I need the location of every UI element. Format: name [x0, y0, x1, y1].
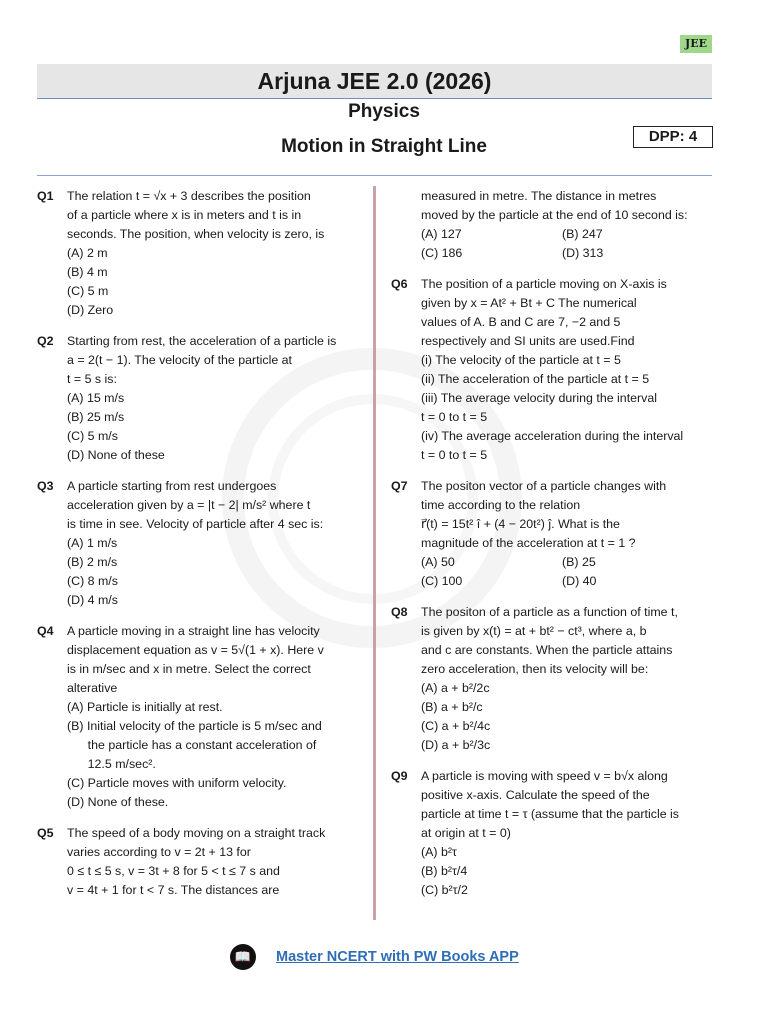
question-text: (iv) The average acceleration during the interval — [421, 429, 684, 443]
question-q2 — [37, 332, 367, 465]
question-text: seconds. The position, when velocity is zero, is — [67, 227, 325, 241]
question-text: moved by the particle at the end of 10 second is: — [421, 208, 688, 222]
question-number: Q4 — [37, 624, 54, 638]
option: (C) 100 — [421, 574, 463, 588]
option: (D) 313 — [562, 246, 604, 260]
option: (C) a + b²/4c — [421, 719, 491, 733]
question-number: Q2 — [37, 334, 54, 348]
question-text: particle at time t = τ (assume that the particle is — [421, 807, 679, 821]
option: (A) 1 m/s — [67, 536, 118, 550]
question-text: A particle starting from rest undergoes — [67, 479, 277, 493]
header-divider — [37, 175, 712, 176]
question-q6 — [391, 275, 713, 465]
option: (D) a + b²/3c — [421, 738, 491, 752]
option: (A) 2 m — [67, 246, 108, 260]
option: (D) None of these — [67, 448, 165, 462]
question-text: is given by x(t) = at + bt² − ct³, where a, b — [421, 624, 647, 638]
question-text: is time in see. Velocity of particle after 4 sec is: — [67, 517, 324, 531]
question-number: Q7 — [391, 479, 408, 493]
option: (B) 2 m/s — [67, 555, 118, 569]
question-text: values of A. B and C are 7, −2 and 5 — [421, 315, 621, 329]
question-text: v = 4t + 1 for t < 7 s. The distances are — [67, 883, 280, 897]
question-text: r⃗(t) = 15t² î + (4 − 20t²) ĵ. What is the — [421, 517, 620, 531]
chapter-heading: Motion in Straight Line — [281, 136, 487, 157]
question-text: is in m/sec and x in metre. Select the correct — [67, 662, 311, 676]
subject-heading: Physics — [348, 101, 420, 122]
question-text: acceleration given by a = |t − 2| m/s² where t — [67, 498, 311, 512]
dpp-box: DPP: 4 — [633, 126, 713, 148]
question-text: (i) The velocity of the particle at t = 5 — [421, 353, 621, 367]
question-text: varies according to v = 2t + 13 for — [67, 845, 251, 859]
question-text: respectively and SI units are used.Find — [421, 334, 635, 348]
left-column — [37, 187, 367, 912]
option: (C) 5 m — [67, 284, 109, 298]
question-number: Q1 — [37, 189, 54, 203]
question-q7 — [391, 477, 713, 591]
question-text: 0 ≤ t ≤ 5 s, v = 3t + 8 for 5 < t ≤ 7 s and — [67, 864, 280, 878]
right-column — [391, 187, 713, 912]
question-text: alterative — [67, 681, 118, 695]
question-text: t = 5 s is: — [67, 372, 117, 386]
option: (A) 50 — [421, 555, 455, 569]
question-text: A particle moving in a straight line has velocity — [67, 624, 320, 638]
option: (C) b²τ/2 — [421, 883, 468, 897]
question-text: (ii) The acceleration of the particle at t = 5 — [421, 372, 650, 386]
option-row — [421, 244, 713, 263]
question-text: The relation t = √x + 3 describes the position — [67, 189, 311, 203]
option: (B) b²τ/4 — [421, 864, 468, 878]
question-text: t = 0 to t = 5 — [421, 410, 488, 424]
option: (D) Zero — [67, 303, 114, 317]
option: (A) 15 m/s — [67, 391, 125, 405]
question-q1 — [37, 187, 367, 320]
option: (A) Particle is initially at rest. — [67, 700, 223, 714]
question-q5 — [37, 824, 367, 900]
question-q3 — [37, 477, 367, 610]
question-text: magnitude of the acceleration at t = 1 ? — [421, 536, 636, 550]
pw-books-app-link[interactable]: Master NCERT with PW Books APP — [276, 949, 519, 965]
question-q8 — [391, 603, 713, 755]
option: (D) 4 m/s — [67, 593, 118, 607]
option: (A) b²τ — [421, 845, 457, 859]
question-number: Q9 — [391, 769, 408, 783]
footer — [230, 944, 519, 970]
question-number: Q8 — [391, 605, 408, 619]
question-text: The positon vector of a particle changes with — [421, 479, 667, 493]
question-text: A particle is moving with speed v = b√x along — [421, 769, 668, 783]
question-number: Q5 — [37, 826, 54, 840]
question-q5-continued — [391, 187, 713, 263]
question-text: of a particle where x is in meters and t is in — [67, 208, 302, 222]
option: (B) 247 — [562, 227, 603, 241]
question-q9 — [391, 767, 713, 900]
option: (C) 186 — [421, 246, 463, 260]
option: (B) 25 m/s — [67, 410, 125, 424]
option: the particle has a constant acceleration of — [67, 738, 317, 752]
question-text: positive x-axis. Calculate the speed of the — [421, 788, 650, 802]
option: (C) Particle moves with uniform velocity. — [67, 776, 287, 790]
option: (D) 40 — [562, 574, 597, 588]
question-text: t = 0 to t = 5 — [421, 448, 488, 462]
question-number: Q3 — [37, 479, 54, 493]
option-row — [421, 225, 713, 244]
question-text: Starting from rest, the acceleration of a particle is — [67, 334, 337, 348]
question-text: The speed of a body moving on a straight track — [67, 826, 326, 840]
page-title: Arjuna JEE 2.0 (2026) — [37, 64, 712, 99]
option-row — [421, 572, 713, 591]
jee-badge: JEE — [680, 35, 712, 53]
option: (B) 4 m — [67, 265, 108, 279]
option: (B) a + b²/c — [421, 700, 483, 714]
option: (A) a + b²/2c — [421, 681, 490, 695]
question-number: Q6 — [391, 277, 408, 291]
question-q4 — [37, 622, 367, 812]
option: 12.5 m/sec². — [67, 757, 156, 771]
question-text: (iii) The average velocity during the interval — [421, 391, 657, 405]
question-text: a = 2(t − 1). The velocity of the particle at — [67, 353, 292, 367]
option: (B) 25 — [562, 555, 596, 569]
question-text: The position of a particle moving on X-axis is — [421, 277, 667, 291]
question-text: at origin at t = 0) — [421, 826, 511, 840]
option: (C) 5 m/s — [67, 429, 118, 443]
question-text: The positon of a particle as a function of time t, — [421, 605, 678, 619]
option: (C) 8 m/s — [67, 574, 118, 588]
question-text: measured in metre. The distance in metres — [421, 189, 657, 203]
option: (B) Initial velocity of the particle is 5 m/sec and — [67, 719, 322, 733]
question-text: displacement equation as v = 5√(1 + x). Here v — [67, 643, 324, 657]
question-text: given by x = At² + Bt + C The numerical — [421, 296, 637, 310]
option: (D) None of these. — [67, 795, 169, 809]
column-divider — [373, 186, 376, 920]
option-row — [421, 553, 713, 572]
question-text: and c are constants. When the particle attains — [421, 643, 673, 657]
question-text: time according to the relation — [421, 498, 581, 512]
book-icon: 📖 — [230, 944, 256, 970]
question-text: zero acceleration, then its velocity will be: — [421, 662, 649, 676]
option: (A) 127 — [421, 227, 462, 241]
